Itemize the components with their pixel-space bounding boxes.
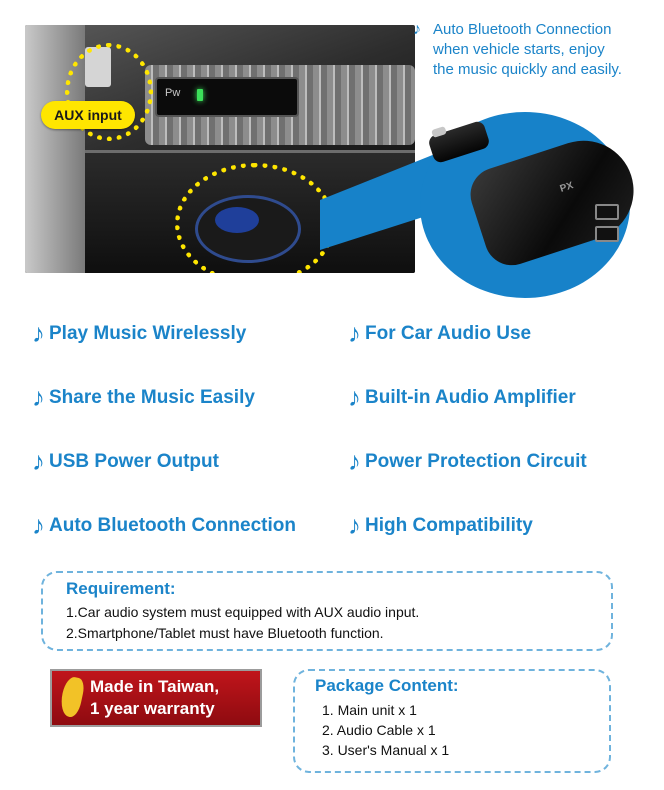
- package-item: 1. Main unit x 1: [322, 702, 417, 718]
- feature-label: Power Protection Circuit: [365, 451, 587, 472]
- feature-label: Built-in Audio Amplifier: [365, 387, 576, 408]
- music-note-icon: ♪: [348, 382, 361, 412]
- badge-line: 1 year warranty: [90, 699, 215, 718]
- feature-item: [32, 318, 246, 349]
- feature-item: [348, 510, 533, 541]
- feature-item: [32, 382, 255, 413]
- music-note-icon: ♪: [32, 382, 45, 412]
- package-item: 3. User's Manual x 1: [322, 742, 450, 758]
- feature-label: Auto Bluetooth Connection: [49, 515, 296, 536]
- feature-label: For Car Audio Use: [365, 323, 532, 344]
- auto-connection-caption: [413, 20, 658, 80]
- feature-item: [32, 510, 296, 541]
- package-title: Package Content:: [315, 676, 459, 695]
- feature-label: Share the Music Easily: [49, 387, 255, 408]
- music-note-icon: ♪: [348, 446, 361, 476]
- made-in-taiwan-badge: [50, 669, 262, 727]
- usb-port-icon: [595, 226, 619, 242]
- usb-port-icon: [595, 204, 619, 220]
- music-note-icon: ♪: [32, 318, 45, 348]
- feature-item: [348, 382, 576, 413]
- badge-line: Made in Taiwan,: [90, 677, 220, 696]
- device-logo: PX: [558, 180, 575, 195]
- display-label: Pw: [165, 87, 181, 99]
- music-note-icon: ♪: [413, 21, 421, 38]
- requirement-line: 1.Car audio system must equipped with AUX audio input.: [66, 604, 420, 620]
- feature-item: [348, 446, 587, 477]
- music-note-icon: ♪: [32, 446, 45, 476]
- caption-line: when vehicle starts, enjoy: [433, 41, 605, 58]
- feature-label: High Compatibility: [365, 515, 533, 536]
- feature-label: USB Power Output: [49, 451, 219, 472]
- music-note-icon: ♪: [348, 318, 361, 348]
- music-note-icon: ♪: [348, 510, 361, 540]
- requirement-title: Requirement:: [66, 579, 176, 598]
- requirement-line: 2.Smartphone/Tablet must have Bluetooth function.: [66, 625, 384, 641]
- caption-line: Auto Bluetooth Connection: [433, 21, 612, 38]
- caption-line: the music quickly and easily.: [433, 61, 622, 78]
- music-note-icon: ♪: [32, 510, 45, 540]
- feature-item: [348, 318, 531, 349]
- taiwan-map-icon: [58, 675, 86, 718]
- feature-item: [32, 446, 219, 477]
- package-item: 2. Audio Cable x 1: [322, 722, 436, 738]
- aux-input-badge: AUX input: [41, 101, 135, 129]
- feature-label: Play Music Wirelessly: [49, 323, 247, 344]
